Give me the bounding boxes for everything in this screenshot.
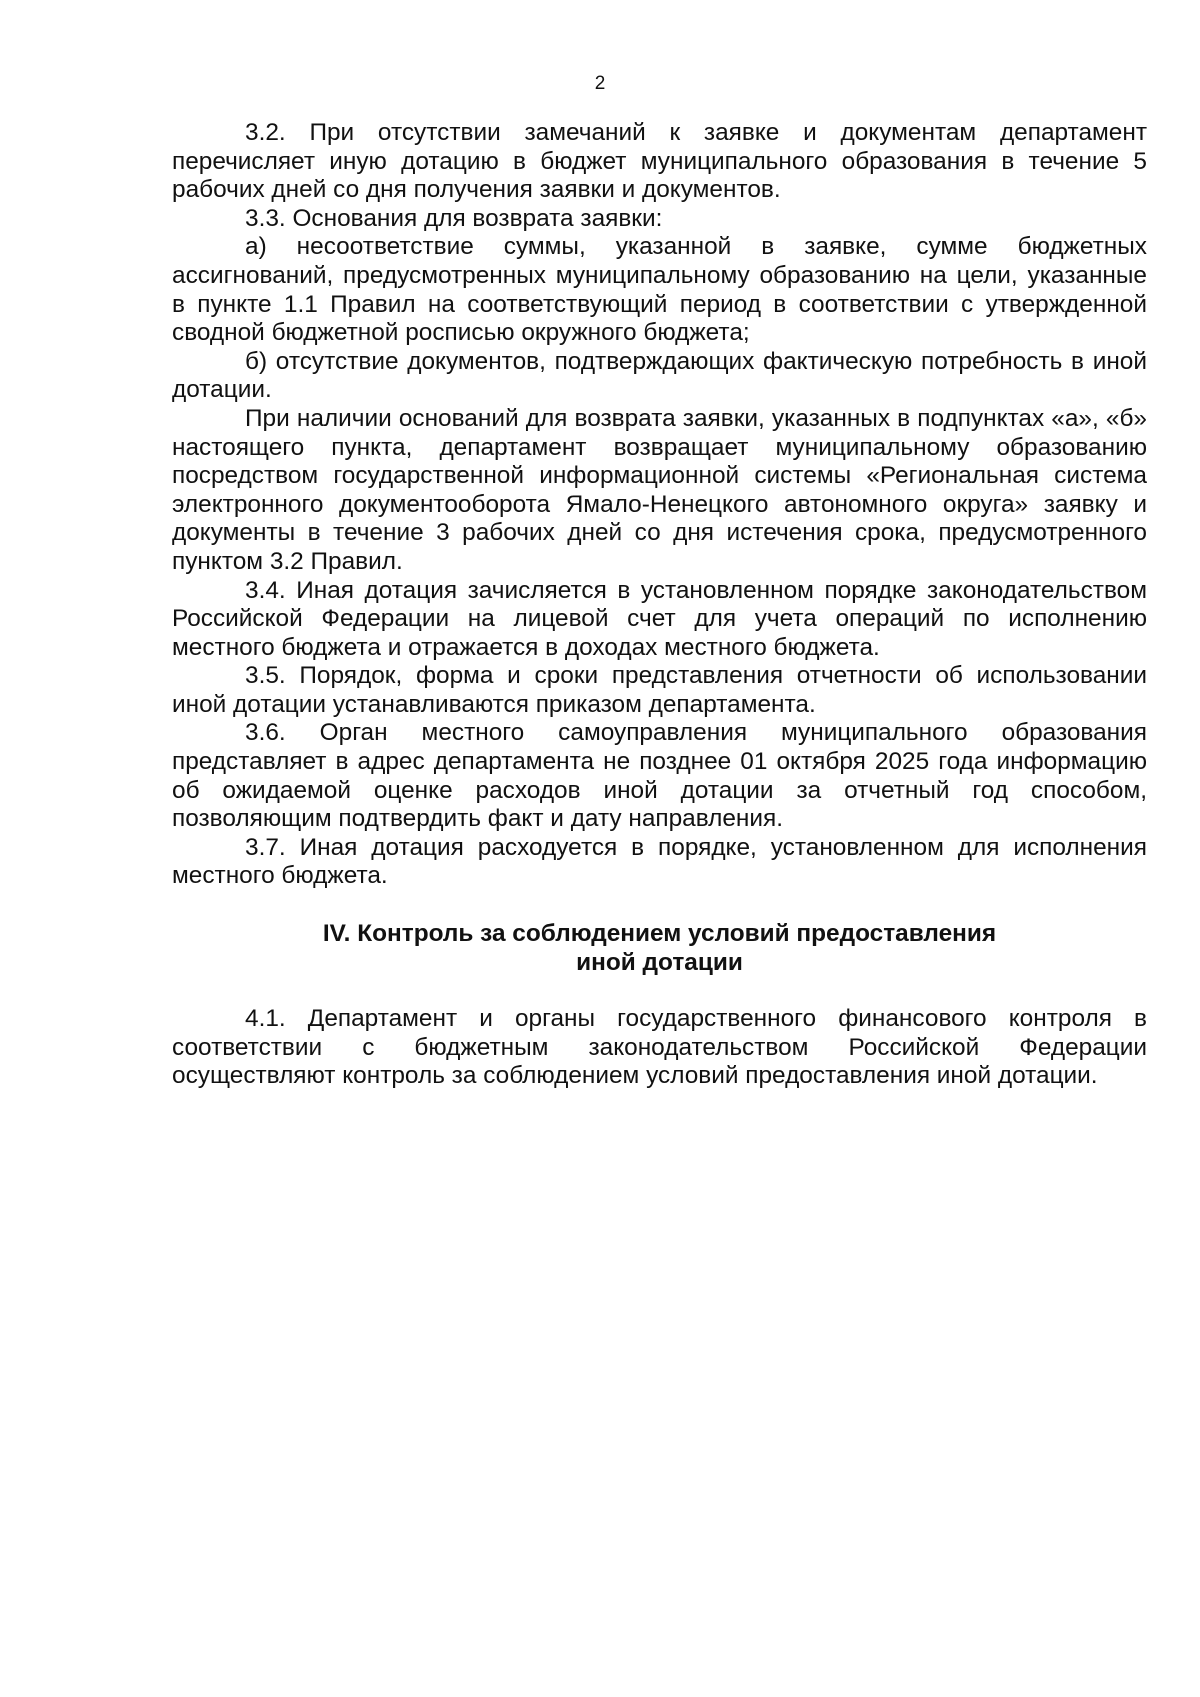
paragraph-3-2: 3.2. При отсутствии замечаний к заявке и документам департамент перечисляет иную дотацию в бюджет муниципального образования в течение 5 рабочих дней со дня получения заявки и документов.	[172, 119, 1147, 204]
section-4-heading-line1: IV. Контроль за соблюдением условий предоставления	[322, 920, 997, 948]
paragraph-3-3-a: а) несоответствие суммы, указанной в заявке, сумме бюджетных ассигнований, предусмотренных муниципальному образованию на цели, указанные в пункте 1.1 Правил на соответствующий период в соответствии с утвержденной сводной бюджетной росписью окружного бюджета;	[172, 233, 1147, 347]
paragraph-3-5: 3.5. Порядок, форма и сроки представления отчетности об использовании иной дотации устанавливаются приказом департамента.	[172, 662, 1147, 718]
section-4-heading-line2: иной дотации	[576, 948, 743, 976]
section-4-heading	[172, 920, 1147, 977]
page-number: 2	[594, 73, 606, 94]
paragraph-3-3: 3.3. Основания для возврата заявки:	[245, 204, 663, 232]
paragraph-3-3-b: б) отсутствие документов, подтверждающих фактическую потребность в иной дотации.	[172, 347, 1147, 404]
paragraph-3-6: 3.6. Орган местного самоуправления муниципального образования представляет в адрес департамента не позднее 01 октября 2025 года информацию об ожидаемой оценке расходов иной дотации за отчетный год способом, позволяющим подтвердить факт и дату направления.	[172, 719, 1147, 833]
paragraph-4-1: 4.1. Департамент и органы государственного финансового контроля в соответствии с бюджетным законодательством Российской Федерации осуществляют контроль за соблюдением условий предоставления иной дотации.	[172, 1005, 1147, 1090]
paragraph-3-4: 3.4. Иная дотация зачисляется в установленном порядке законодательством Российской Федерации на лицевой счет для учета операций по исполнению местного бюджета и отражается в доходах местного бюджета.	[172, 576, 1147, 661]
paragraph-3-3-return: При наличии оснований для возврата заявки, указанных в подпунктах «а», «б» настоящего пункта, департамент возвращает муниципальному образованию посредством государственной информационной системы «Региональная система электронного документооборота Ямало-Ненецкого автономного округа» заявку и документы в течение 3 рабочих дней со дня истечения срока, предусмотренного пунктом 3.2 Правил.	[172, 404, 1147, 575]
paragraph-3-7: 3.7. Иная дотация расходуется в порядке, установленном для исполнения местного бюджета.	[172, 833, 1147, 890]
document-body	[172, 119, 1147, 1091]
